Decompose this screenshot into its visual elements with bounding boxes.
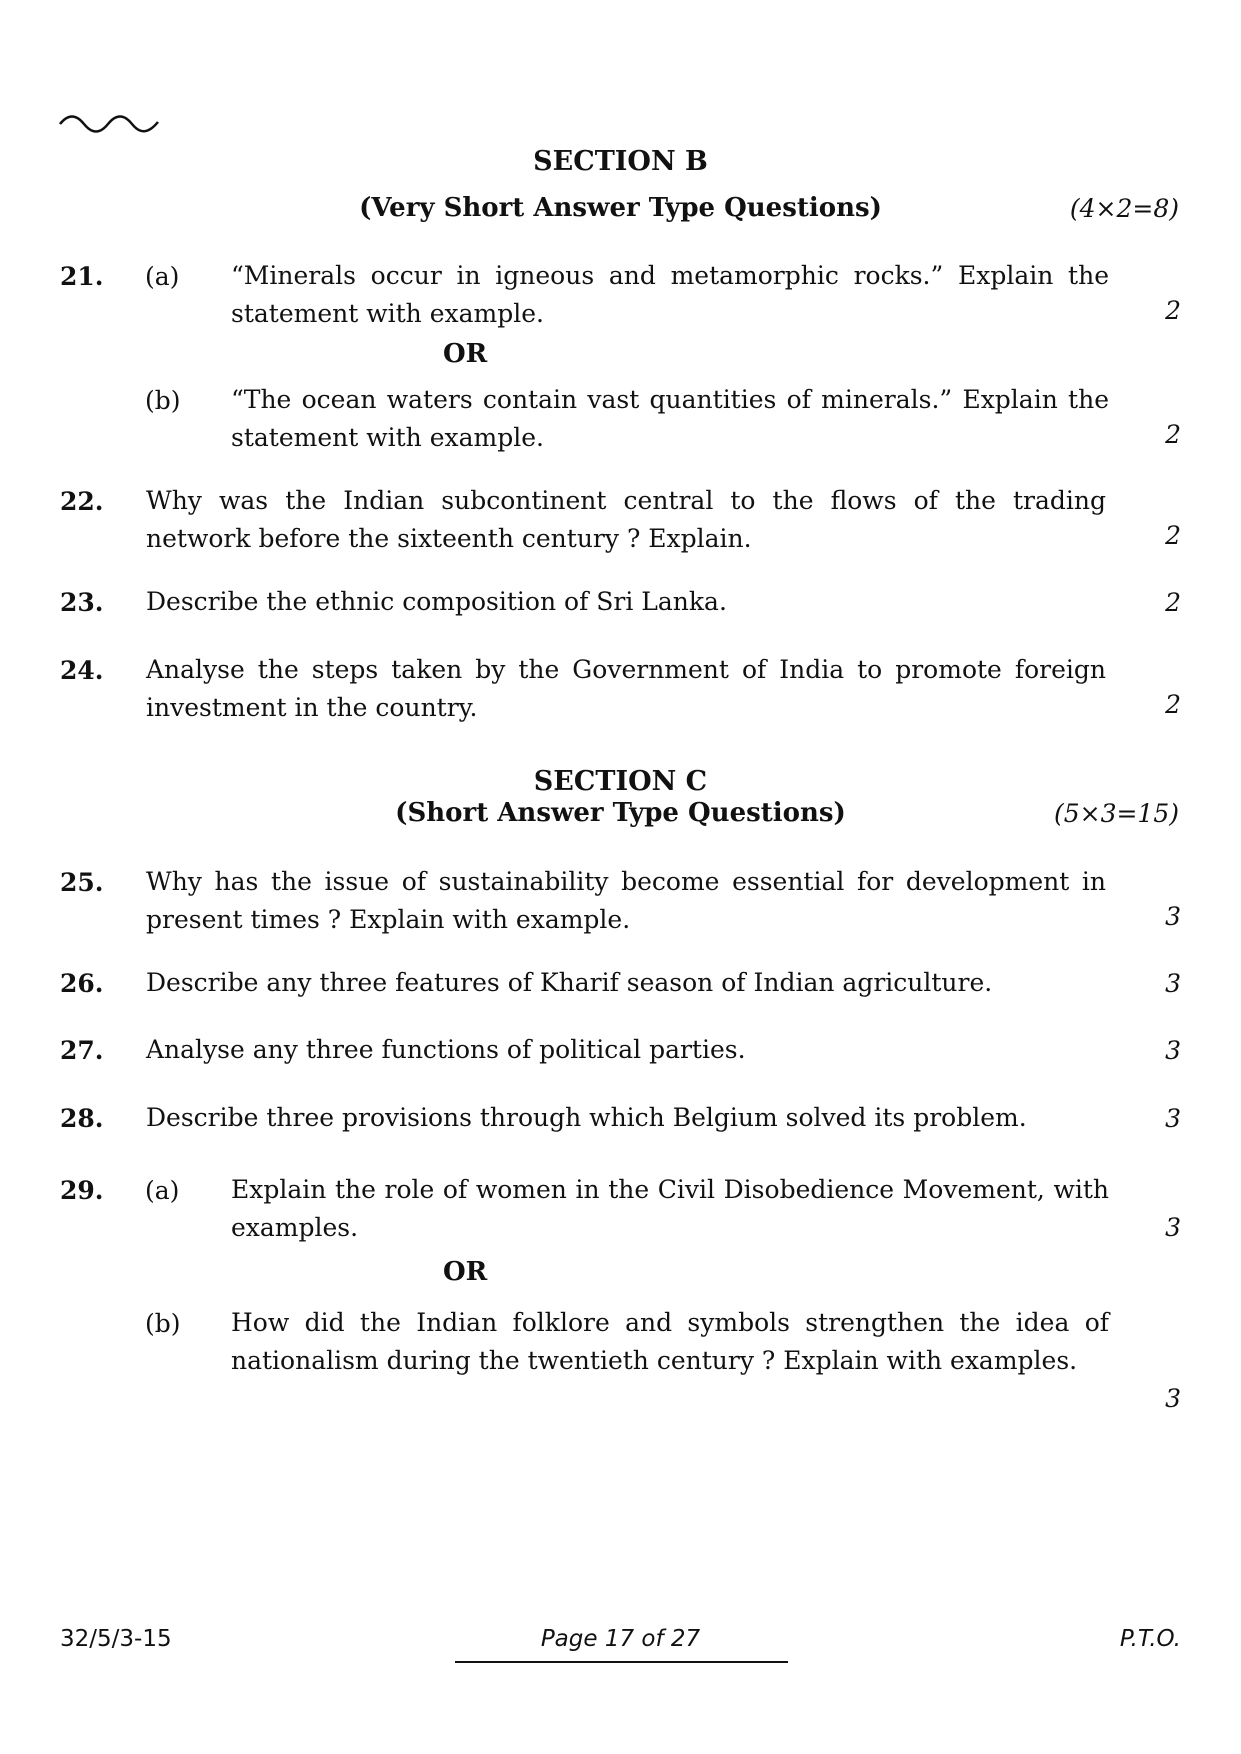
question-mark: 2 [1165,296,1181,325]
section-b-subtitle: (Very Short Answer Type Questions) [359,193,882,223]
question-text: Describe any three features of Kharif season of Indian agriculture. [146,968,993,997]
paper-code: 32/5/3-15 [60,1626,172,1652]
section-c-title: SECTION C [533,766,708,797]
question-text: Why has the issue of sustainability become essential for development in present times ? Explain with example. [146,867,1106,934]
question-text: Describe the ethnic composition of Sri Lanka. [146,587,727,616]
question-text: “Minerals occur in igneous and metamorphic rocks.” Explain the statement with example. [231,261,1109,328]
question-mark: 2 [1165,420,1181,449]
question-text: Describe three provisions through which Belgium solved its problem. [146,1103,1027,1132]
question-text: “The ocean waters contain vast quantities of minerals.” Explain the statement with example. [231,385,1109,452]
pto-label: P.T.O. [1119,1626,1181,1652]
section-c-marks: (5×3=15) [1053,799,1179,828]
question-mark: 3 [1165,1213,1181,1242]
or-divider: OR [443,1257,488,1287]
section-b-title: SECTION B [533,146,708,177]
question-number: 29. [60,1176,104,1205]
section-c-subtitle: (Short Answer Type Questions) [395,798,846,828]
question-number: 28. [60,1104,104,1133]
question-mark: 2 [1165,690,1181,719]
question-mark: 3 [1165,1036,1181,1065]
question-number: 21. [60,262,104,291]
page-number: Page 17 of 27 [540,1626,701,1652]
question-text: Why was the Indian subcontinent central to the flows of the trading network before the sixteenth century ? Explain. [146,486,1106,553]
question-text: Explain the role of women in the Civil Disobedience Movement, with examples. [231,1175,1109,1242]
squiggle-ornament-icon [58,112,162,134]
option-label: (b) [145,1309,181,1338]
question-mark: 3 [1165,902,1181,931]
question-number: 27. [60,1036,104,1065]
question-text: Analyse any three functions of political parties. [146,1035,746,1064]
option-label: (a) [145,1176,180,1205]
option-label: (a) [145,262,180,291]
question-mark: 3 [1165,1104,1181,1133]
footer-rule [455,1661,788,1663]
question-number: 22. [60,487,104,516]
question-mark: 2 [1165,588,1181,617]
question-text: How did the Indian folklore and symbols strengthen the idea of nationalism during the twentieth century ? Explain with examples. [231,1308,1109,1375]
question-number: 25. [60,868,104,897]
question-number: 23. [60,588,104,617]
question-mark: 2 [1165,521,1181,550]
question-number: 26. [60,969,104,998]
or-divider: OR [443,339,488,369]
question-mark: 3 [1165,1384,1181,1413]
question-mark: 3 [1165,969,1181,998]
question-text: Analyse the steps taken by the Government of India to promote foreign investment in the country. [146,655,1106,722]
section-b-marks: (4×2=8) [1069,194,1179,223]
option-label: (b) [145,386,181,415]
question-number: 24. [60,656,104,685]
